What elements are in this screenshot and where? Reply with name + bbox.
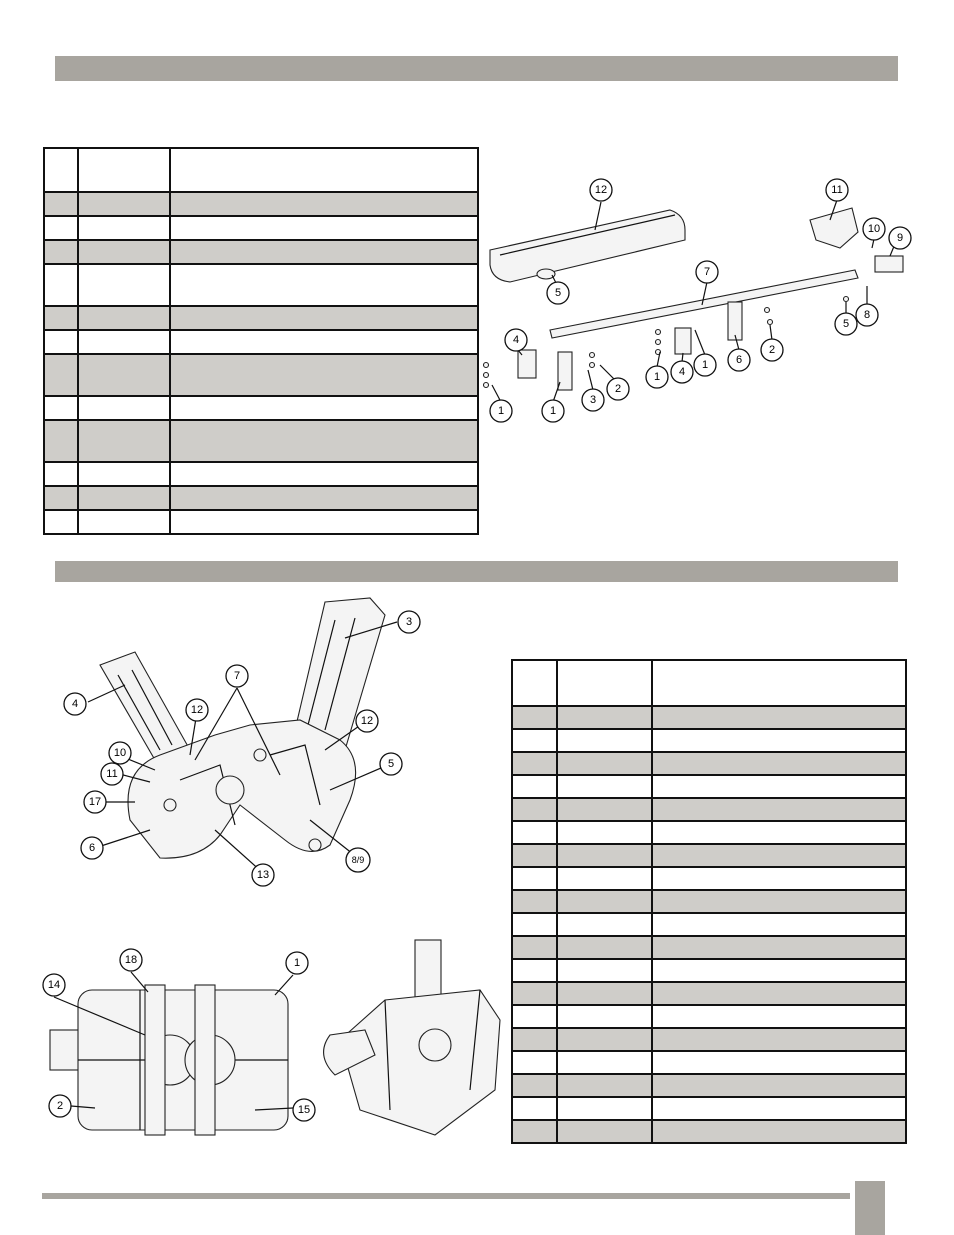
callout-8-9 (346, 848, 370, 872)
callout-12 (590, 179, 612, 201)
table-row (512, 867, 906, 890)
svg-text:1: 1 (293, 957, 301, 969)
table-row (512, 890, 906, 913)
callout-8 (856, 304, 878, 326)
callout-11 (826, 179, 848, 201)
section-header-bar-2 (55, 561, 898, 582)
table-row (512, 1120, 906, 1143)
gearbox-diagram (40, 590, 510, 1150)
page-number-box (855, 1181, 885, 1235)
callout-17 (84, 791, 106, 813)
svg-text:14: 14 (47, 979, 61, 991)
callout-18 (120, 949, 142, 971)
table-row (44, 354, 478, 396)
svg-text:17: 17 (88, 796, 102, 808)
svg-text:12: 12 (594, 184, 608, 196)
callout-7 (696, 261, 718, 283)
table-row (512, 913, 906, 936)
svg-text:3: 3 (589, 394, 597, 406)
callout-3 (398, 611, 420, 633)
svg-text:1: 1 (701, 359, 709, 371)
gearbox-bottom-view (50, 985, 288, 1135)
table-row (44, 396, 478, 420)
callout-4 (505, 329, 527, 351)
footer-rule (42, 1193, 850, 1199)
bearing-part (675, 328, 691, 354)
callout-12 (186, 699, 208, 721)
svg-text:10: 10 (113, 747, 127, 759)
plate-part (558, 352, 572, 390)
svg-text:8: 8 (863, 309, 871, 321)
callout-13 (252, 864, 274, 886)
callout-5b (835, 313, 857, 335)
callout-1 (490, 400, 512, 422)
plate-part (728, 302, 742, 340)
svg-text:11: 11 (831, 184, 843, 196)
callout-1 (286, 952, 308, 974)
svg-text:2: 2 (56, 1100, 64, 1112)
svg-text:5: 5 (842, 318, 850, 330)
svg-text:7: 7 (233, 670, 241, 682)
table-row (512, 1028, 906, 1051)
svg-text:12: 12 (360, 715, 374, 727)
table-row (512, 844, 906, 867)
table-row (512, 798, 906, 821)
callout-11 (101, 763, 123, 785)
svg-text:4: 4 (678, 366, 686, 378)
table-row (512, 1074, 906, 1097)
table-row (44, 420, 478, 462)
svg-text:8/9: 8/9 (351, 855, 365, 865)
callout-6 (728, 349, 750, 371)
callout-2 (49, 1095, 71, 1117)
svg-text:1: 1 (653, 371, 661, 383)
callout-5 (380, 753, 402, 775)
shield-part (490, 210, 685, 282)
svg-text:12: 12 (190, 704, 204, 716)
exploded-shaft-diagram (480, 170, 920, 440)
parts-table-1 (43, 147, 479, 535)
table-row (512, 936, 906, 959)
table-row (512, 959, 906, 982)
svg-text:5: 5 (554, 287, 562, 299)
table-row (512, 775, 906, 798)
callout-10 (863, 218, 885, 240)
callout-12b (356, 710, 378, 732)
table-row (512, 1097, 906, 1120)
svg-text:1: 1 (497, 405, 505, 417)
coupling-part (875, 256, 903, 272)
svg-text:6: 6 (88, 842, 96, 854)
svg-text:6: 6 (735, 354, 743, 366)
svg-text:3: 3 (405, 616, 413, 628)
svg-text:4: 4 (512, 334, 520, 346)
callout-15 (293, 1099, 315, 1121)
callout-14 (43, 974, 65, 996)
table-row (512, 729, 906, 752)
svg-text:7: 7 (703, 266, 711, 278)
svg-text:11: 11 (106, 768, 118, 780)
callout-4 (64, 693, 86, 715)
table-row (44, 264, 478, 306)
callout-1c (542, 400, 564, 422)
table-row (512, 706, 906, 729)
gearbox-top-view (100, 598, 385, 858)
callout-9 (889, 227, 911, 249)
callout-7 (226, 665, 248, 687)
callout-10 (109, 742, 131, 764)
svg-text:2: 2 (614, 383, 622, 395)
svg-text:2: 2 (768, 344, 776, 356)
section-header-bar (55, 56, 898, 81)
table-header-row (44, 148, 478, 192)
table-row (512, 982, 906, 1005)
table-row (512, 752, 906, 775)
callout-5 (547, 282, 569, 304)
callout-4b (671, 361, 693, 383)
parts-table-2 (511, 659, 907, 1144)
svg-text:15: 15 (297, 1104, 311, 1116)
bracket-part (810, 208, 858, 248)
svg-text:10: 10 (867, 223, 881, 235)
table-row (44, 462, 478, 486)
svg-text:13: 13 (256, 869, 270, 881)
table-row (44, 486, 478, 510)
table-row (44, 192, 478, 216)
svg-text:9: 9 (896, 232, 904, 244)
callout-2b (607, 378, 629, 400)
callout-3 (582, 389, 604, 411)
table-row (44, 330, 478, 354)
svg-text:4: 4 (71, 698, 79, 710)
svg-text:18: 18 (124, 954, 138, 966)
svg-text:1: 1 (549, 405, 557, 417)
table-row (44, 306, 478, 330)
table-row (512, 1051, 906, 1074)
svg-text:5: 5 (387, 758, 395, 770)
callout-1b (694, 354, 716, 376)
table-row (44, 216, 478, 240)
callout-1d (646, 366, 668, 388)
table-row (44, 240, 478, 264)
table-row (512, 1005, 906, 1028)
table-row (44, 510, 478, 534)
table-header-row (512, 660, 906, 706)
table-row (512, 821, 906, 844)
callout-2 (761, 339, 783, 361)
gearbox-perspective-view (324, 940, 500, 1135)
callout-6 (81, 837, 103, 859)
